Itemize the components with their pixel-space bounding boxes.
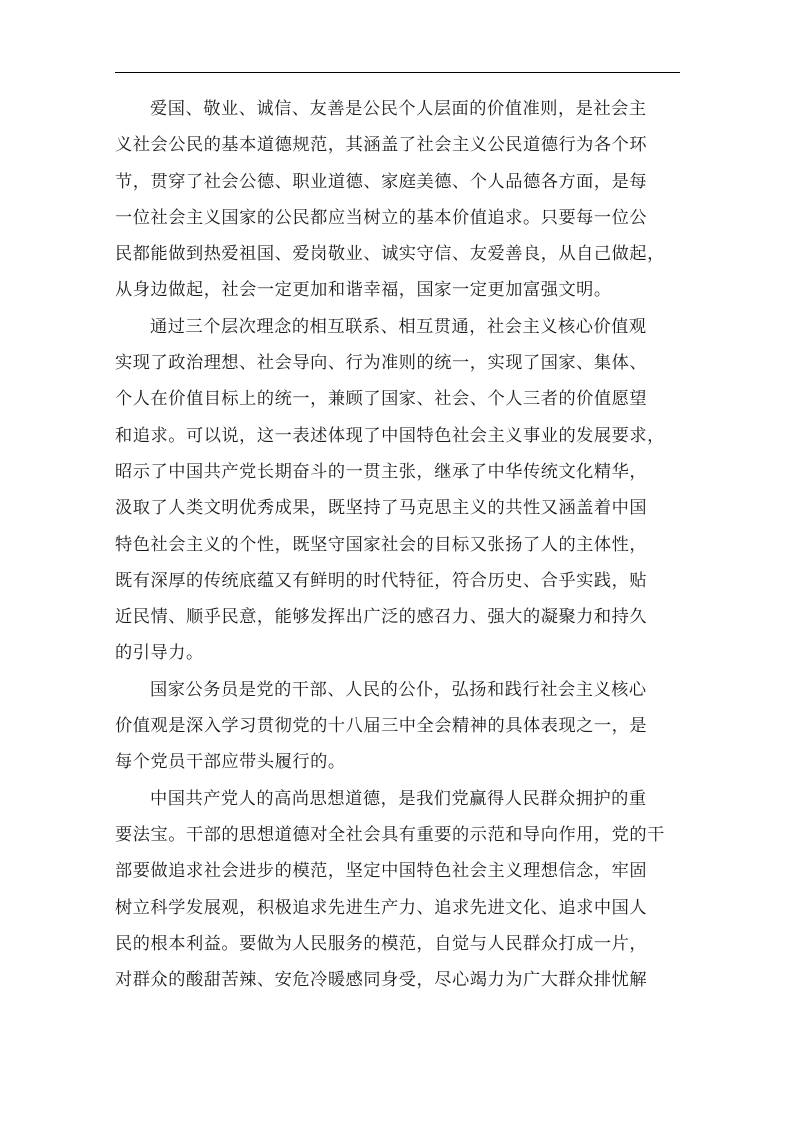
text-line: 国家公务员是党的干部、人民的公仆，弘扬和践行社会主义核心 — [150, 679, 647, 700]
text-line: 每个党员干部应带头履行的。 — [115, 752, 346, 773]
text-line: 的引导力。 — [115, 643, 204, 664]
text-line: 部要做追求社会进步的模范，坚定中国特色社会主义理想信念，牢固 — [115, 861, 648, 882]
text-line: 昭示了中国共产党长期奋斗的一贯主张，继承了中华传统文化精华， — [115, 461, 648, 482]
text-line: 特色社会主义的个性，既坚守国家社会的目标又张扬了人的主体性， — [115, 534, 648, 555]
paragraph — [115, 309, 680, 672]
text-line: 民都能做到热爱祖国、爱岗敬业、诚实守信、友爱善良，从自己做起， — [115, 244, 665, 265]
text-line: 对群众的酸甜苦辣、安危冷暖感同身受，尽心竭力为广大群众排忧解 — [115, 970, 648, 991]
text-line: 树立科学发展观，积极追求先进生产力、追求先进文化、追求中国人 — [115, 897, 648, 918]
paragraph — [115, 781, 680, 999]
text-line: 中国共产党人的高尚思想道德，是我们党赢得人民群众拥护的重 — [150, 788, 647, 809]
document-body — [115, 91, 680, 998]
paragraph — [115, 91, 680, 309]
text-line: 一位社会主义国家的公民都应当树立的基本价值追求。只要每一位公 — [115, 207, 648, 228]
text-line: 近民情、顺乎民意，能够发挥出广泛的感召力、强大的凝聚力和持久 — [115, 607, 648, 628]
header-rule — [115, 72, 680, 73]
text-line: 个人在价值目标上的统一，兼顾了国家、社会、个人三者的价值愿望 — [115, 389, 648, 410]
text-line: 通过三个层次理念的相互联系、相互贯通，社会主义核心价值观 — [150, 316, 647, 337]
text-line: 要法宝。干部的思想道德对全社会具有重要的示范和导向作用，党的干 — [115, 824, 665, 845]
text-line: 实现了政治理想、社会导向、行为准则的统一，实现了国家、集体、 — [115, 353, 648, 374]
text-line: 既有深厚的传统底蕴又有鲜明的时代特征，符合历史、合乎实践，贴 — [115, 570, 648, 591]
text-line: 爱国、敬业、诚信、友善是公民个人层面的价值准则，是社会主 — [150, 99, 647, 119]
text-line: 义社会公民的基本道德规范，其涵盖了社会主义公民道德行为各个环 — [115, 135, 648, 156]
paragraph — [115, 672, 680, 781]
text-line: 从身边做起，社会一定更加和谐幸福，国家一定更加富强文明。 — [115, 280, 612, 301]
text-line: 汲取了人类文明优秀成果，既坚持了马克思主义的共性又涵盖着中国 — [115, 498, 648, 519]
text-line: 和追求。可以说，这一表述体现了中国特色社会主义事业的发展要求， — [115, 425, 665, 446]
text-line: 价值观是深入学习贯彻党的十八届三中全会精神的具体表现之一，是 — [115, 716, 648, 737]
text-line: 民的根本利益。要做为人民服务的模范，自觉与人民群众打成一片， — [115, 933, 648, 954]
text-line: 节，贯穿了社会公德、职业道德、家庭美德、个人品德各方面，是每 — [115, 171, 648, 192]
